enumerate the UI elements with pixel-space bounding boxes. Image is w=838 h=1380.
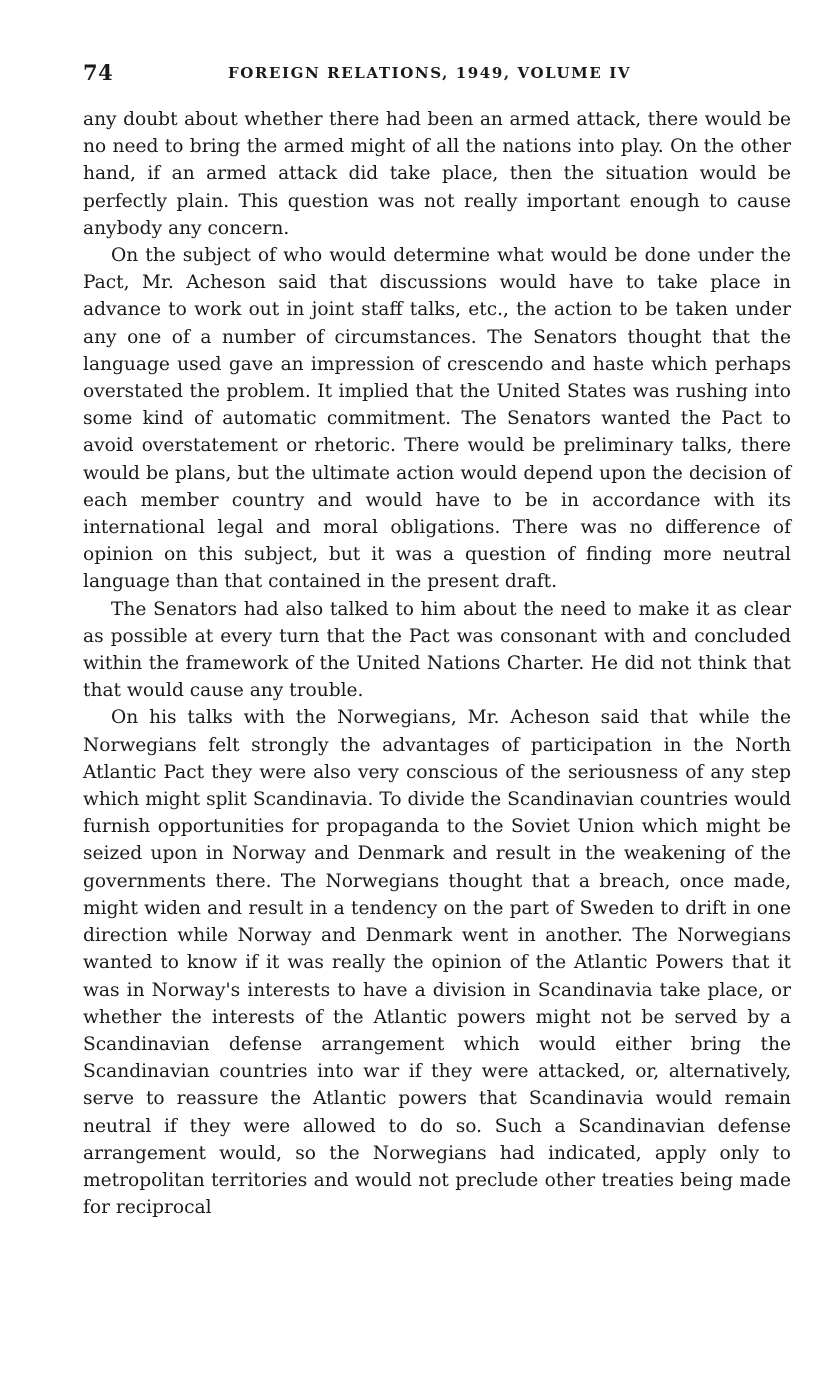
page-number: 74: [83, 60, 114, 85]
header-title: FOREIGN RELATIONS, 1949, VOLUME IV: [228, 64, 632, 82]
document-page: [83, 60, 791, 1221]
running-head: [83, 60, 791, 94]
paragraph-continuation: any doubt about whether there had been an armed attack, there would be no need to bring the armed might of all the nations into play. On the other hand, if an armed attack did take place, then the situation would be perfectly plain. This question was not really important enough to cause anybody any concern.: [83, 109, 791, 239]
paragraph-un-charter: The Senators had also talked to him about the need to make it as clear as possible at every turn that the Pact was consonant with and concluded within the framework of the United Nations Charter. He did not think that that would cause any trouble.: [83, 598, 791, 702]
paragraph-norwegian-talks: On his talks with the Norwegians, Mr. Acheson said that while the Norwegians felt strongly the advantages of participation in the North Atlantic Pact they were also very conscious of the seriousness of any step which might split Scandinavia. To divide the Scandinavian countries would furnish opportunities for propaganda to the Soviet Union which might be seized upon in Norway and Denmark and result in the weakening of the governments there. The Norwegians thought that a breach, once made, might widen and result in a tendency on the part of Sweden to drift in one direction while Norway and Denmark went in another. The Norwegians wanted to know if it was really the opinion of the Atlantic Powers that it was in Norway's interests to have a division in Scandinavia take place, or whether the interests of the Atlantic powers might not be served by a Scandinavian defense arrangement which would either bring the Scandinavian countries into war if they were attacked, or, alternatively, serve to reassure the Atlantic powers that Scandinavia would remain neutral if they were allowed to do so. Such a Scandinavian defense arrangement would, so the Norwegians had indicated, apply only to metropolitan territories and would not preclude other treaties being made for reciprocal: [83, 707, 791, 1219]
paragraph-pact-determination: On the subject of who would determine what would be done under the Pact, Mr. Acheson said that discussions would have to take place in advance to work out in joint staff talks, etc., the action to be taken under any one of a number of circumstances. The Senators thought that the language used gave an impression of crescendo and haste which perhaps overstated the problem. It implied that the United States was rushing into some kind of automatic commitment. The Senators wanted the Pact to avoid overstatement or rhetoric. There would be preliminary talks, there would be plans, but the ultimate action would depend upon the decision of each member country and would have to be in accordance with its international legal and moral obligations. There was no difference of opinion on this subject, but it was a question of finding more neutral language than that contained in the present draft.: [83, 245, 791, 593]
